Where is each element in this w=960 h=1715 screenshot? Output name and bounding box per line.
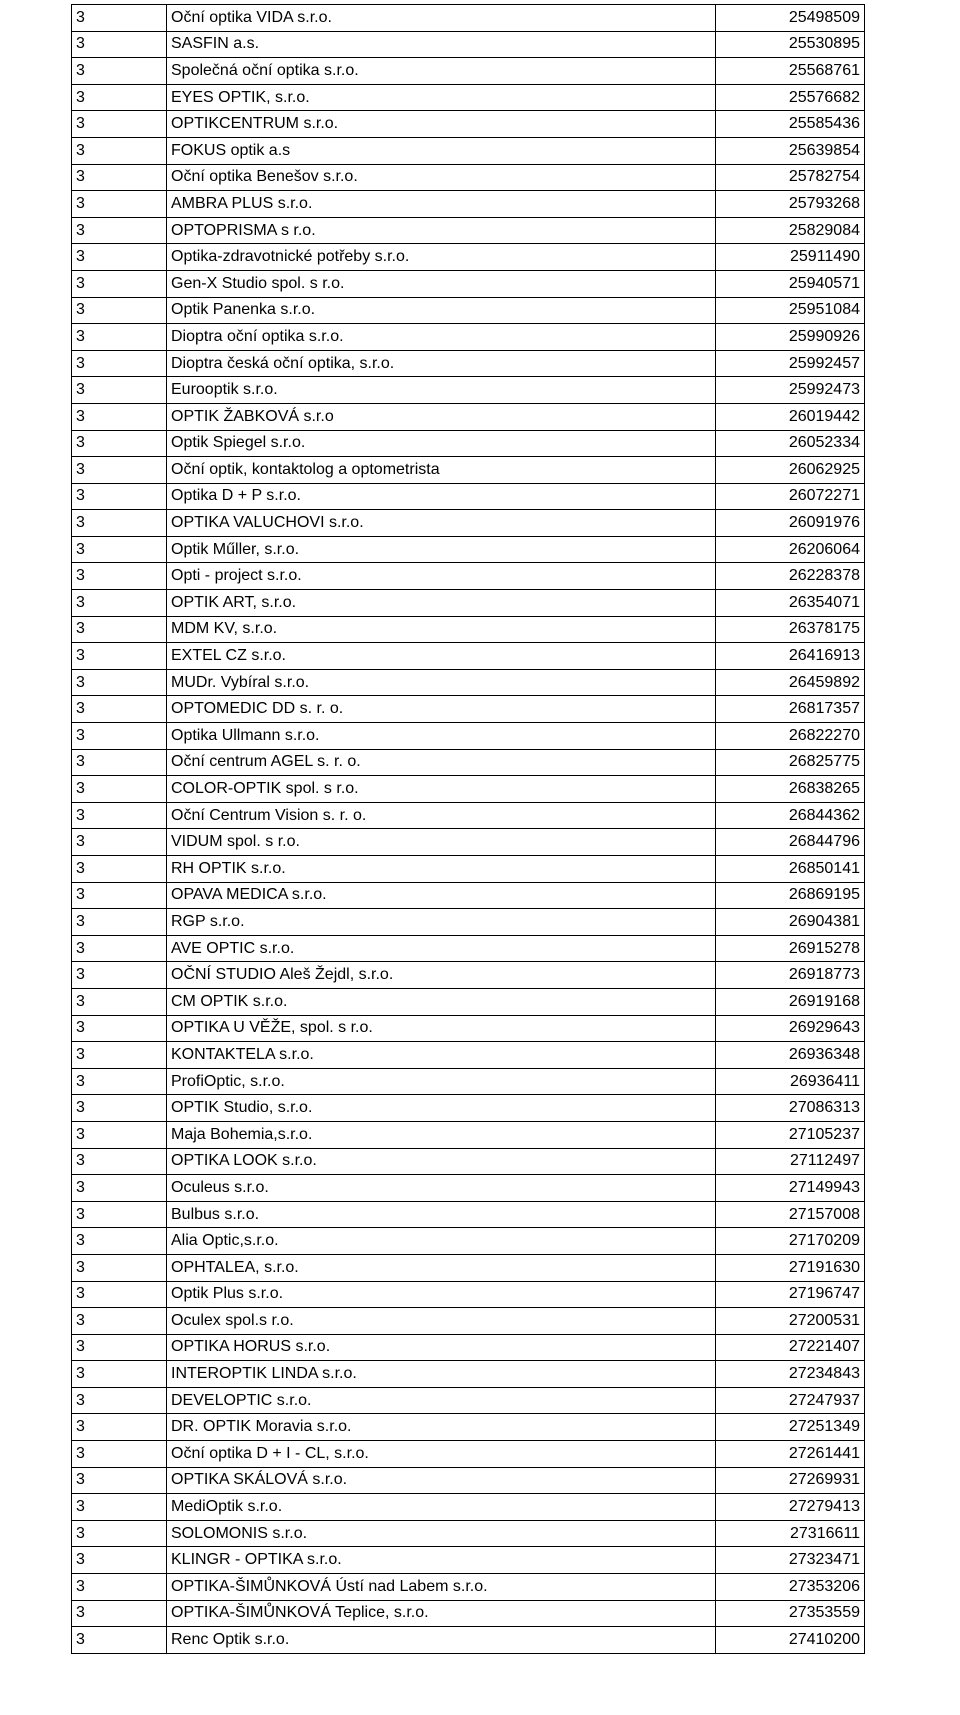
row-category-cell: 3 xyxy=(72,58,167,85)
table-row xyxy=(72,1175,865,1202)
row-category-cell: 3 xyxy=(72,1042,167,1069)
row-category-cell: 3 xyxy=(72,510,167,537)
table-row xyxy=(72,483,865,510)
row-category-cell: 3 xyxy=(72,270,167,297)
company-id-cell: 27234843 xyxy=(716,1361,865,1388)
company-name-cell: SOLOMONIS s.r.o. xyxy=(167,1520,716,1547)
row-category-cell: 3 xyxy=(72,377,167,404)
row-category-cell: 3 xyxy=(72,882,167,909)
table-row xyxy=(72,1467,865,1494)
row-category-cell: 3 xyxy=(72,1387,167,1414)
row-category-cell: 3 xyxy=(72,244,167,271)
company-name-cell: Oculex spol.s r.o. xyxy=(167,1308,716,1335)
company-name-cell: OPTIK ŽABKOVÁ s.r.o xyxy=(167,403,716,430)
row-category-cell: 3 xyxy=(72,31,167,58)
company-id-cell: 27251349 xyxy=(716,1414,865,1441)
company-name-cell: MUDr. Vybíral s.r.o. xyxy=(167,669,716,696)
row-category-cell: 3 xyxy=(72,590,167,617)
table-row xyxy=(72,1228,865,1255)
company-id-cell: 27323471 xyxy=(716,1547,865,1574)
company-id-cell: 27279413 xyxy=(716,1494,865,1521)
company-id-cell: 26844362 xyxy=(716,802,865,829)
table-row xyxy=(72,1600,865,1627)
table-row xyxy=(72,297,865,324)
table-row xyxy=(72,1254,865,1281)
company-id-cell: 27196747 xyxy=(716,1281,865,1308)
company-id-cell: 26869195 xyxy=(716,882,865,909)
company-id-cell: 26072271 xyxy=(716,483,865,510)
table-row xyxy=(72,1121,865,1148)
row-category-cell: 3 xyxy=(72,1627,167,1654)
company-id-cell: 26206064 xyxy=(716,536,865,563)
table-row xyxy=(72,1494,865,1521)
company-id-cell: 26825775 xyxy=(716,749,865,776)
table-row xyxy=(72,935,865,962)
row-category-cell: 3 xyxy=(72,457,167,484)
table-row xyxy=(72,1547,865,1574)
company-id-cell: 25568761 xyxy=(716,58,865,85)
row-category-cell: 3 xyxy=(72,536,167,563)
company-name-cell: AVE OPTIC s.r.o. xyxy=(167,935,716,962)
company-name-cell: OPTIKA HORUS s.r.o. xyxy=(167,1334,716,1361)
company-id-cell: 27353206 xyxy=(716,1574,865,1601)
row-category-cell: 3 xyxy=(72,723,167,750)
row-category-cell: 3 xyxy=(72,1095,167,1122)
table-row xyxy=(72,776,865,803)
company-id-cell: 25793268 xyxy=(716,191,865,218)
row-category-cell: 3 xyxy=(72,669,167,696)
table-row xyxy=(72,457,865,484)
row-category-cell: 3 xyxy=(72,988,167,1015)
company-name-cell: OPTOMEDIC DD s. r. o. xyxy=(167,696,716,723)
table-row xyxy=(72,1627,865,1654)
table-row xyxy=(72,403,865,430)
company-name-cell: OPTIKCENTRUM s.r.o. xyxy=(167,111,716,138)
company-name-cell: Eurooptik s.r.o. xyxy=(167,377,716,404)
table-row xyxy=(72,137,865,164)
company-name-cell: Dioptra oční optika s.r.o. xyxy=(167,324,716,351)
company-id-cell: 27112497 xyxy=(716,1148,865,1175)
company-name-cell: FOKUS optik a.s xyxy=(167,137,716,164)
company-name-cell: RH OPTIK s.r.o. xyxy=(167,856,716,883)
company-name-cell: OPHTALEA, s.r.o. xyxy=(167,1254,716,1281)
company-name-cell: OPTIKA SKÁLOVÁ s.r.o. xyxy=(167,1467,716,1494)
row-category-cell: 3 xyxy=(72,403,167,430)
row-category-cell: 3 xyxy=(72,1414,167,1441)
table-row xyxy=(72,988,865,1015)
company-name-cell: CM OPTIK s.r.o. xyxy=(167,988,716,1015)
company-id-cell: 25951084 xyxy=(716,297,865,324)
row-category-cell: 3 xyxy=(72,749,167,776)
company-id-cell: 26817357 xyxy=(716,696,865,723)
table-row xyxy=(72,696,865,723)
table-row xyxy=(72,1414,865,1441)
company-id-cell: 25530895 xyxy=(716,31,865,58)
company-name-cell: OPTIKA VALUCHOVI s.r.o. xyxy=(167,510,716,537)
company-name-cell: AMBRA PLUS s.r.o. xyxy=(167,191,716,218)
company-id-cell: 26822270 xyxy=(716,723,865,750)
company-name-cell: Optika-zdravotnické potřeby s.r.o. xyxy=(167,244,716,271)
company-id-cell: 26844796 xyxy=(716,829,865,856)
company-id-cell: 27353559 xyxy=(716,1600,865,1627)
row-category-cell: 3 xyxy=(72,1015,167,1042)
table-row xyxy=(72,31,865,58)
company-id-cell: 25782754 xyxy=(716,164,865,191)
table-body xyxy=(72,5,865,1654)
table-row xyxy=(72,1520,865,1547)
company-id-cell: 26850141 xyxy=(716,856,865,883)
company-id-cell: 27191630 xyxy=(716,1254,865,1281)
company-name-cell: RGP s.r.o. xyxy=(167,909,716,936)
company-table xyxy=(71,4,865,1654)
company-id-cell: 27105237 xyxy=(716,1121,865,1148)
company-name-cell: OPAVA MEDICA s.r.o. xyxy=(167,882,716,909)
table-row xyxy=(72,1308,865,1335)
company-id-cell: 25829084 xyxy=(716,217,865,244)
company-name-cell: Optik Spiegel s.r.o. xyxy=(167,430,716,457)
company-id-cell: 26019442 xyxy=(716,403,865,430)
company-id-cell: 26354071 xyxy=(716,590,865,617)
table-row xyxy=(72,802,865,829)
company-name-cell: OPTIK Studio, s.r.o. xyxy=(167,1095,716,1122)
company-id-cell: 25992473 xyxy=(716,377,865,404)
company-name-cell: EXTEL CZ s.r.o. xyxy=(167,643,716,670)
table-row xyxy=(72,1361,865,1388)
table-row xyxy=(72,5,865,32)
table-row xyxy=(72,829,865,856)
company-id-cell: 26915278 xyxy=(716,935,865,962)
company-id-cell: 26416913 xyxy=(716,643,865,670)
company-name-cell: Bulbus s.r.o. xyxy=(167,1201,716,1228)
company-id-cell: 26918773 xyxy=(716,962,865,989)
table-row xyxy=(72,909,865,936)
company-name-cell: OPTIKA LOOK s.r.o. xyxy=(167,1148,716,1175)
row-category-cell: 3 xyxy=(72,643,167,670)
table-row xyxy=(72,1574,865,1601)
row-category-cell: 3 xyxy=(72,1201,167,1228)
table-row xyxy=(72,590,865,617)
table-row xyxy=(72,1068,865,1095)
company-id-cell: 27247937 xyxy=(716,1387,865,1414)
company-id-cell: 25576682 xyxy=(716,84,865,111)
company-id-cell: 25498509 xyxy=(716,5,865,32)
row-category-cell: 3 xyxy=(72,962,167,989)
company-id-cell: 25911490 xyxy=(716,244,865,271)
table-row xyxy=(72,536,865,563)
company-name-cell: SASFIN a.s. xyxy=(167,31,716,58)
company-id-cell: 27261441 xyxy=(716,1441,865,1468)
row-category-cell: 3 xyxy=(72,1228,167,1255)
table-row xyxy=(72,430,865,457)
table-row xyxy=(72,1201,865,1228)
company-id-cell: 27200531 xyxy=(716,1308,865,1335)
row-category-cell: 3 xyxy=(72,1254,167,1281)
company-id-cell: 27086313 xyxy=(716,1095,865,1122)
row-category-cell: 3 xyxy=(72,1441,167,1468)
company-name-cell: DR. OPTIK Moravia s.r.o. xyxy=(167,1414,716,1441)
company-id-cell: 25940571 xyxy=(716,270,865,297)
row-category-cell: 3 xyxy=(72,1068,167,1095)
table-row xyxy=(72,882,865,909)
row-category-cell: 3 xyxy=(72,1467,167,1494)
company-id-cell: 26062925 xyxy=(716,457,865,484)
table-row xyxy=(72,1334,865,1361)
table-row xyxy=(72,1387,865,1414)
company-name-cell: Optika Ullmann s.r.o. xyxy=(167,723,716,750)
company-id-cell: 25992457 xyxy=(716,350,865,377)
company-name-cell: INTEROPTIK LINDA s.r.o. xyxy=(167,1361,716,1388)
company-name-cell: Oční centrum AGEL s. r. o. xyxy=(167,749,716,776)
company-id-cell: 26838265 xyxy=(716,776,865,803)
company-name-cell: DEVELOPTIC s.r.o. xyxy=(167,1387,716,1414)
table-row xyxy=(72,1042,865,1069)
table-row xyxy=(72,244,865,271)
company-id-cell: 26919168 xyxy=(716,988,865,1015)
company-id-cell: 26936348 xyxy=(716,1042,865,1069)
row-category-cell: 3 xyxy=(72,1494,167,1521)
company-id-cell: 26459892 xyxy=(716,669,865,696)
company-name-cell: Renc Optik s.r.o. xyxy=(167,1627,716,1654)
company-id-cell: 27221407 xyxy=(716,1334,865,1361)
company-name-cell: VIDUM spol. s r.o. xyxy=(167,829,716,856)
company-id-cell: 26091976 xyxy=(716,510,865,537)
company-name-cell: OPTIKA-ŠIMŮNKOVÁ Teplice, s.r.o. xyxy=(167,1600,716,1627)
table-row xyxy=(72,84,865,111)
row-category-cell: 3 xyxy=(72,217,167,244)
company-id-cell: 26228378 xyxy=(716,563,865,590)
company-id-cell: 27316611 xyxy=(716,1520,865,1547)
row-category-cell: 3 xyxy=(72,164,167,191)
row-category-cell: 3 xyxy=(72,1148,167,1175)
company-name-cell: Oční optika VIDA s.r.o. xyxy=(167,5,716,32)
company-name-cell: Opti - project s.r.o. xyxy=(167,563,716,590)
table-row xyxy=(72,1441,865,1468)
company-name-cell: MediOptik s.r.o. xyxy=(167,1494,716,1521)
company-id-cell: 26929643 xyxy=(716,1015,865,1042)
table-row xyxy=(72,669,865,696)
table-row xyxy=(72,377,865,404)
row-category-cell: 3 xyxy=(72,776,167,803)
row-category-cell: 3 xyxy=(72,696,167,723)
table-row xyxy=(72,1015,865,1042)
company-name-cell: Maja Bohemia,s.r.o. xyxy=(167,1121,716,1148)
company-name-cell: EYES OPTIK, s.r.o. xyxy=(167,84,716,111)
row-category-cell: 3 xyxy=(72,1547,167,1574)
row-category-cell: 3 xyxy=(72,829,167,856)
company-name-cell: Optik Panenka s.r.o. xyxy=(167,297,716,324)
company-name-cell: COLOR-OPTIK spol. s r.o. xyxy=(167,776,716,803)
table-row xyxy=(72,563,865,590)
row-category-cell: 3 xyxy=(72,909,167,936)
table-row xyxy=(72,749,865,776)
company-id-cell: 25990926 xyxy=(716,324,865,351)
row-category-cell: 3 xyxy=(72,1281,167,1308)
row-category-cell: 3 xyxy=(72,5,167,32)
company-name-cell: Oční optik, kontaktolog a optometrista xyxy=(167,457,716,484)
table-row xyxy=(72,510,865,537)
company-name-cell: Oční Centrum Vision s. r. o. xyxy=(167,802,716,829)
company-name-cell: Optik Műller, s.r.o. xyxy=(167,536,716,563)
row-category-cell: 3 xyxy=(72,563,167,590)
company-id-cell: 25639854 xyxy=(716,137,865,164)
company-name-cell: ProfiOptic, s.r.o. xyxy=(167,1068,716,1095)
company-name-cell: KONTAKTELA s.r.o. xyxy=(167,1042,716,1069)
row-category-cell: 3 xyxy=(72,1308,167,1335)
row-category-cell: 3 xyxy=(72,802,167,829)
company-id-cell: 27170209 xyxy=(716,1228,865,1255)
company-name-cell: KLINGR - OPTIKA s.r.o. xyxy=(167,1547,716,1574)
row-category-cell: 3 xyxy=(72,1574,167,1601)
table-row xyxy=(72,856,865,883)
company-id-cell: 27410200 xyxy=(716,1627,865,1654)
row-category-cell: 3 xyxy=(72,616,167,643)
company-name-cell: Optika D + P s.r.o. xyxy=(167,483,716,510)
table-row xyxy=(72,164,865,191)
row-category-cell: 3 xyxy=(72,430,167,457)
company-name-cell: OPTOPRISMA s r.o. xyxy=(167,217,716,244)
company-id-cell: 26378175 xyxy=(716,616,865,643)
company-name-cell: Oční optika D + I - CL, s.r.o. xyxy=(167,1441,716,1468)
table-row xyxy=(72,1095,865,1122)
company-id-cell: 25585436 xyxy=(716,111,865,138)
row-category-cell: 3 xyxy=(72,297,167,324)
table-row xyxy=(72,1148,865,1175)
company-name-cell: Oční optika Benešov s.r.o. xyxy=(167,164,716,191)
row-category-cell: 3 xyxy=(72,935,167,962)
row-category-cell: 3 xyxy=(72,350,167,377)
row-category-cell: 3 xyxy=(72,1600,167,1627)
table-row xyxy=(72,723,865,750)
row-category-cell: 3 xyxy=(72,856,167,883)
company-id-cell: 26936411 xyxy=(716,1068,865,1095)
row-category-cell: 3 xyxy=(72,1520,167,1547)
row-category-cell: 3 xyxy=(72,324,167,351)
row-category-cell: 3 xyxy=(72,191,167,218)
row-category-cell: 3 xyxy=(72,84,167,111)
table-row xyxy=(72,1281,865,1308)
company-name-cell: OPTIK ART, s.r.o. xyxy=(167,590,716,617)
company-name-cell: MDM KV, s.r.o. xyxy=(167,616,716,643)
table-row xyxy=(72,270,865,297)
company-name-cell: OČNÍ STUDIO Aleš Žejdl, s.r.o. xyxy=(167,962,716,989)
row-category-cell: 3 xyxy=(72,483,167,510)
row-category-cell: 3 xyxy=(72,1361,167,1388)
table-row xyxy=(72,324,865,351)
row-category-cell: 3 xyxy=(72,1121,167,1148)
company-id-cell: 27269931 xyxy=(716,1467,865,1494)
company-id-cell: 26904381 xyxy=(716,909,865,936)
company-name-cell: Dioptra česká oční optika, s.r.o. xyxy=(167,350,716,377)
row-category-cell: 3 xyxy=(72,137,167,164)
table-row xyxy=(72,962,865,989)
row-category-cell: 3 xyxy=(72,1334,167,1361)
table-row xyxy=(72,616,865,643)
table-row xyxy=(72,643,865,670)
row-category-cell: 3 xyxy=(72,1175,167,1202)
company-name-cell: Společná oční optika s.r.o. xyxy=(167,58,716,85)
table-row xyxy=(72,111,865,138)
company-id-cell: 26052334 xyxy=(716,430,865,457)
company-name-cell: OPTIKA-ŠIMŮNKOVÁ Ústí nad Labem s.r.o. xyxy=(167,1574,716,1601)
company-name-cell: Alia Optic,s.r.o. xyxy=(167,1228,716,1255)
table-row xyxy=(72,191,865,218)
row-category-cell: 3 xyxy=(72,111,167,138)
table-row xyxy=(72,217,865,244)
company-name-cell: Oculeus s.r.o. xyxy=(167,1175,716,1202)
company-id-cell: 27157008 xyxy=(716,1201,865,1228)
company-name-cell: Optik Plus s.r.o. xyxy=(167,1281,716,1308)
table-row xyxy=(72,58,865,85)
company-id-cell: 27149943 xyxy=(716,1175,865,1202)
company-name-cell: OPTIKA U VĚŽE, spol. s r.o. xyxy=(167,1015,716,1042)
table-row xyxy=(72,350,865,377)
company-name-cell: Gen-X Studio spol. s r.o. xyxy=(167,270,716,297)
